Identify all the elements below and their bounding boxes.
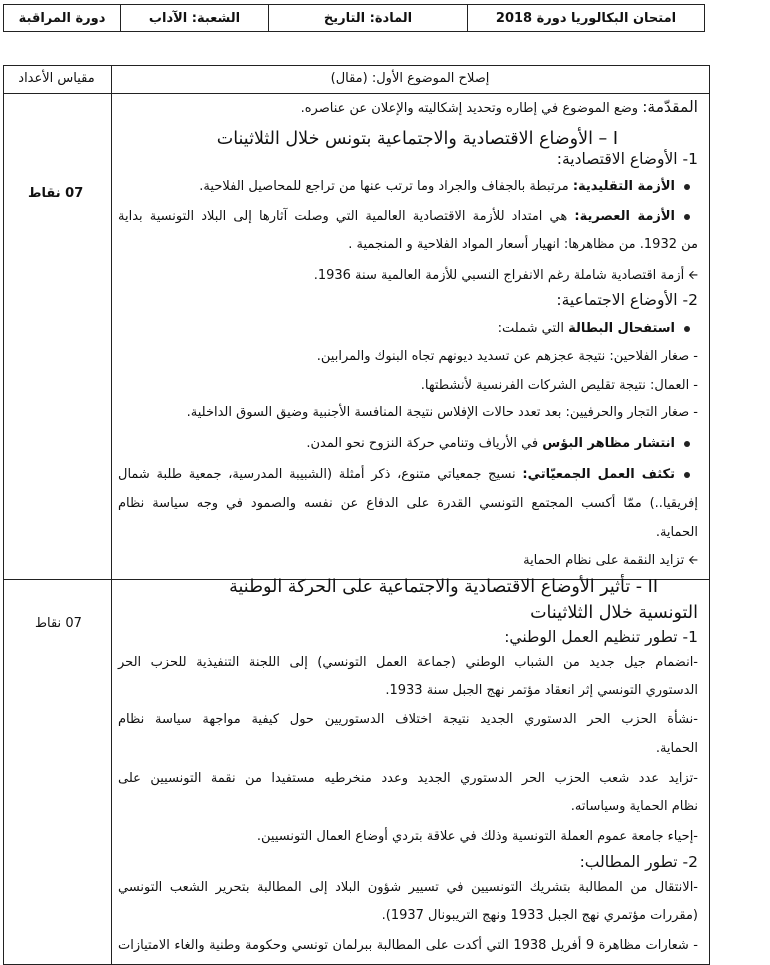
header-exam: امتحان البكالوريا دورة 2018: [495, 10, 677, 26]
header-table: [3, 4, 705, 32]
detail-traders: - صغار التجار والحرفيين: بعد تعدد حالات الإفلاس نتيجة المنافسة الأجنبية وضيق السوق الداخلية.: [186, 405, 698, 420]
branches-growth-line1: -تزايد عدد شعب الحزب الحر الدستوري الجديد وعدد منخرطيه مستفيدا من نقمة التونسيين على: [118, 771, 698, 786]
economic-conclusion: 🡨أزمة اقتصادية شاملة رغم الانفراج النسبي للأزمة العالمية سنة 1936.: [313, 268, 698, 283]
bullet-poverty: انتشار مظاهر البؤس في الأرياف وتنامي حركة النزوح نحو المدن.: [118, 434, 690, 454]
cgtt-revival: -إحياء جامعة عموم العملة التونسية وذلك في علاقة بتردي أوضاع العمال التونسيين.: [256, 829, 698, 844]
associations-cont: إفريقيا..) ممّا أكسب المجتمع التونسي القدرة على الدفاع عن نفسه والصمود في وجه سياسة نظام: [118, 496, 698, 511]
new-generation-line2: الدستوري التونسي إثر انعقاد مؤتمر نهج الجبل سنة 1933.: [385, 683, 698, 698]
bullet-associations: تكثف العمل الجمعيّاتي: نسيج جمعياتي متنوع، ذكر أمثلة (الشبيبة المدرسية، جمعية طلبة شمال: [118, 465, 690, 485]
bullet-unemployment: استفحال البطالة التي شملت:: [118, 319, 690, 339]
new-generation-line1: -انضمام جيل جديد من الشباب الوطني (جماعة العمل التونسي) إلى اللجنة التنفيذية للحزب الحر: [118, 655, 698, 670]
header-branch: الشعبة: الآداب: [148, 10, 241, 26]
detail-farmers: - صغار الفلاحين: نتيجة عجزهم عن تسديد ديونهم تجاه البنوك والمرابين.: [316, 349, 698, 364]
neo-destour-line2: الحماية.: [655, 741, 698, 756]
header-subject: المادة: التاريخ: [323, 10, 413, 26]
associations-cont2: الحماية.: [655, 525, 698, 540]
bullet-dot-icon: [684, 441, 690, 447]
header-session: دورة المراقبة: [18, 10, 106, 26]
part2-title-line1: II - تأثير الأوضاع الاقتصادية والاجتماعية على الحركة الوطنية: [229, 577, 658, 597]
intro-line: [118, 97, 698, 119]
bullet-dot-icon: [684, 214, 690, 220]
points-part1: 07 نقاط: [28, 186, 84, 201]
part1-title: I – الأوضاع الاقتصادية والاجتماعية بتونس خلال الثلاثينات: [216, 129, 618, 149]
part1-sec1-title: 1- الأوضاع الاقتصادية:: [556, 150, 698, 168]
bullet-dot-icon: [684, 472, 690, 478]
part2-sec1-title: 1- تطور تنظيم العمل الوطني:: [504, 628, 698, 646]
branches-growth-line2: نظام الحماية وسياساته.: [570, 799, 698, 814]
april-1938-line1: - شعارات مظاهرة 9 أفريل 1938 التي أكدت على المطالبة ببرلمان تونسي وحكومة وطنية والغاء الامتيازات: [118, 938, 698, 953]
table-head-criteria: مقياس الأعداد: [18, 71, 95, 86]
part1-sec2-title: 2- الأوضاع الاجتماعية:: [556, 291, 698, 309]
arrow-left-icon: 🡨: [688, 553, 698, 567]
part2-sec2-title: 2- تطور المطالب:: [579, 853, 698, 871]
table-head-correction: إصلاح الموضوع الأول: (مقال): [330, 71, 490, 86]
bullet-dot-icon: [684, 326, 690, 332]
neo-destour-line1: -نشأة الحزب الحر الدستوري الجديد نتيجة اختلاف الدستوريين حول كيفية مواجهة سياسة نظام: [118, 712, 698, 727]
modern-crisis-cont: من 1932. من مظاهرها: انهيار أسعار المواد الفلاحية و المنجمية .: [348, 237, 698, 252]
social-conclusion: 🡨تزايد النقمة على نظام الحماية: [523, 553, 698, 568]
bullet-dot-icon: [684, 184, 690, 190]
demands-shift-line2: (مقررات مؤتمري نهج الجبل 1933 ونهج التريبونال 1937).: [381, 908, 698, 923]
points-part2: 07 نقاط: [35, 616, 82, 631]
intro-label: المقدّمة:: [642, 98, 698, 116]
detail-workers: - العمال: نتيجة تقليص الشركات الفرنسية لأنشطتها.: [420, 378, 698, 393]
arrow-left-icon: 🡨: [688, 268, 698, 282]
demands-shift-line1: -الانتقال من المطالبة بتشريك التونسيين في تسيير شؤون البلاد إلى المطالبة بتحرير الشعب التونسي: [118, 880, 698, 895]
part2-title-line2: التونسية خلال الثلاثينات: [530, 603, 698, 623]
answer-content: [118, 94, 698, 960]
bullet-traditional-crisis: الأزمة التقليدية: مرتبطة بالجفاف والجراد وما ترتب عنها من تراجع للمحاصيل الفلاحية.: [118, 177, 690, 197]
bullet-modern-crisis: الأزمة العصرية: هي امتداد للأزمة الاقتصادية العالمية التي وصلت آثارها إلى البلاد التونسية بداية: [118, 207, 690, 227]
intro-text: وضع الموضوع في إطاره وتحديد إشكاليته والإعلان عن عناصره.: [300, 101, 643, 116]
